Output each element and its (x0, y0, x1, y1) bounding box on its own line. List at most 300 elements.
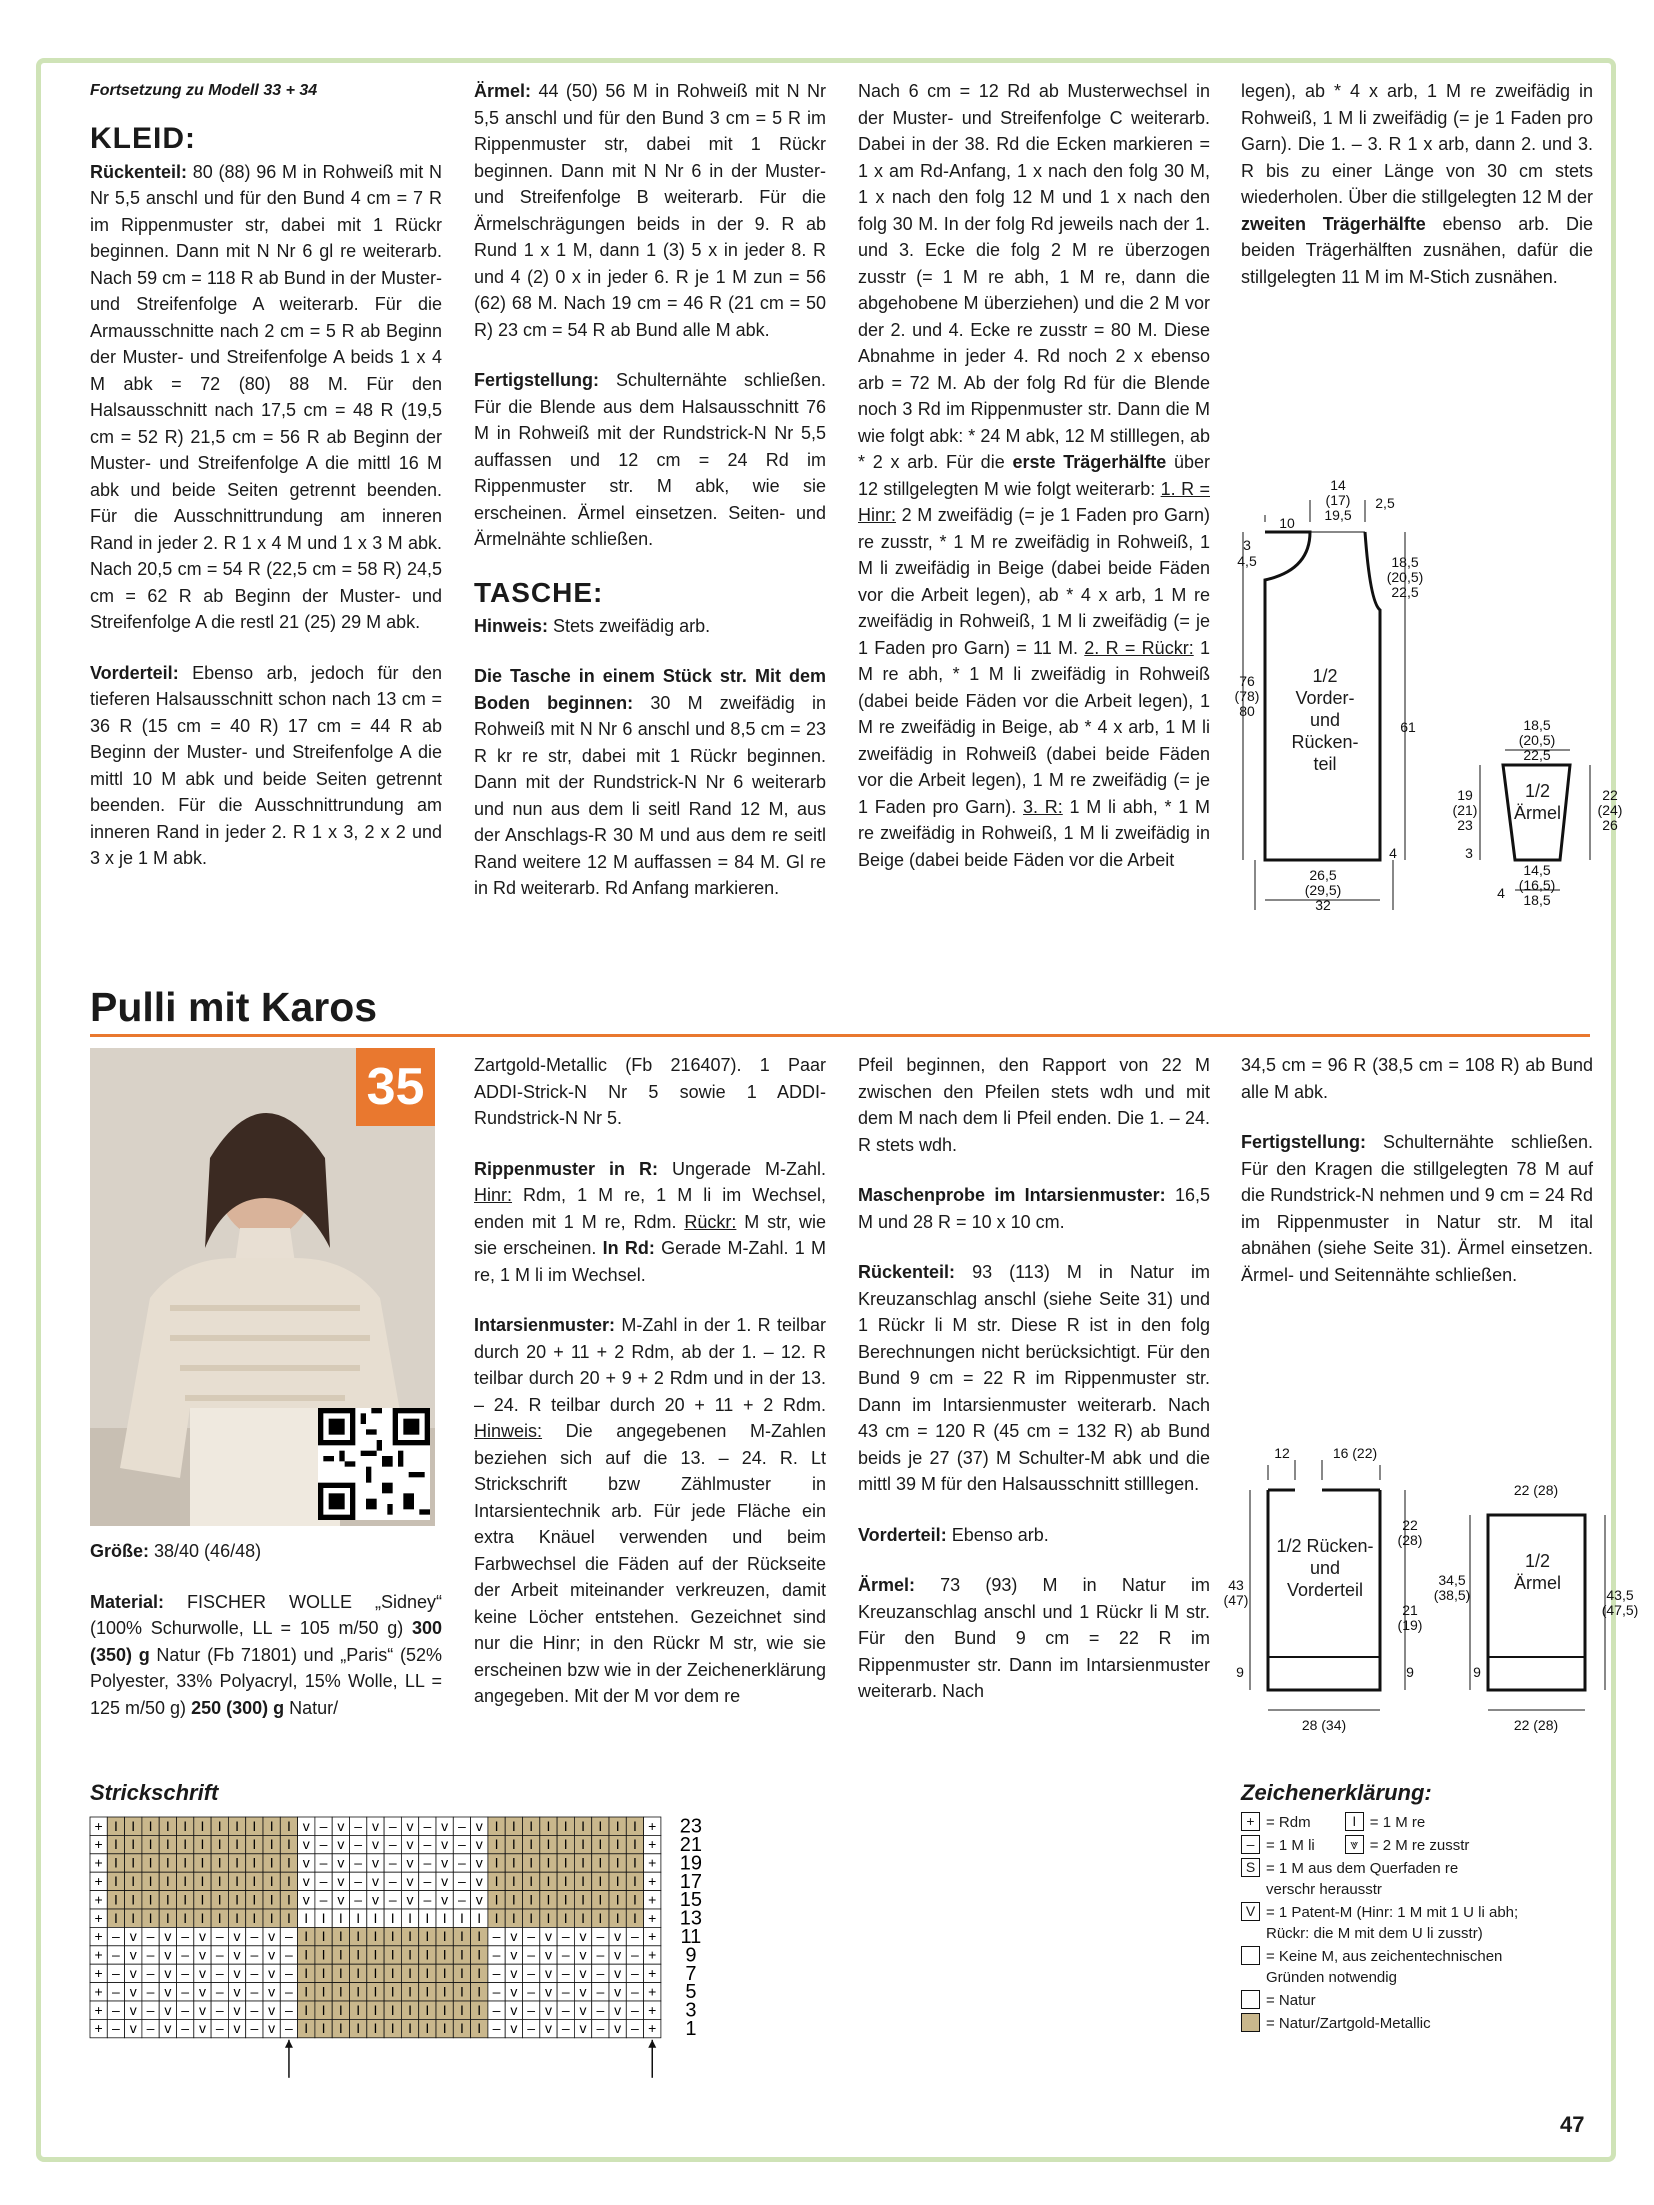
chart-symbol: v (475, 1836, 483, 1853)
chart-symbol: I (615, 1873, 620, 1889)
chart-symbol: – (561, 1928, 570, 1945)
chart-symbol: – (319, 1836, 328, 1853)
chart-symbol: – (250, 2020, 259, 2037)
chart-symbol: I (321, 1946, 326, 1963)
chart-symbol: v (164, 2001, 172, 2018)
chart-symbol: – (181, 1946, 190, 1963)
dim-14: 14 (1330, 477, 1346, 493)
legend-swatch-gold (1241, 2013, 1260, 2032)
chart-symbol: v (579, 1983, 587, 2000)
chart-symbol: + (648, 1946, 657, 1963)
chart-row-number: 23 (679, 1815, 703, 1838)
chart-symbol: – (250, 1983, 259, 2000)
chart-symbol: – (250, 1946, 259, 1963)
rippenmuster-paragraph: Rippenmuster in R: Ungerade M-Zahl. Hinr: Rdm, 1 M re, 1 M li im Wechsel, enden mit 1 M re, Rdm. Rückr: M str, wie sie erscheinen. In Rd: Gerade M-Zahl. 1 M re, 1 M li im Wechsel. (474, 1158, 826, 1285)
chart-symbol: I (633, 1854, 637, 1871)
chart-symbol: v (614, 2020, 622, 2037)
chart-symbol: I (425, 1928, 430, 1945)
svg-text:(47): (47) (1223, 1592, 1249, 1608)
chart-symbol: I (477, 1965, 482, 1981)
chart-symbol: v (579, 2001, 587, 2018)
chart-symbol: I (217, 1854, 222, 1871)
chart-symbol: – (458, 1854, 466, 1871)
chart-symbol: – (215, 2001, 224, 2018)
chart-symbol: I (598, 1854, 603, 1871)
chart-symbol: v (475, 1891, 483, 1908)
chart-symbol: v (129, 2020, 137, 2037)
svg-text:26: 26 (1602, 817, 1618, 833)
chart-symbol: v (371, 1836, 379, 1853)
chart-symbol: v (441, 1817, 449, 1834)
chart-symbol: I (321, 1983, 326, 2000)
chart-symbol: v (302, 1836, 310, 1853)
chart-symbol: I (408, 1946, 412, 1963)
traeger-paragraph: legen), ab * 4 x arb, 1 M re zweifädig in Rohweiß, 1 M li zweifädig (= je 1 Faden pro Garn). Die 1. – 3. R 1 x arb, dann 2. und 3. R bis zu einer Länge von 30 cm stets wiederholen. Über die stillgelegten 12 M der zweiten Trägerhälfte ebenso arb. Die beiden Trägerhälften zusnähen, dafür die stillgelegten 11 M im M-Stich zusnähen. (1241, 81, 1593, 287)
svg-text:(28): (28) (1397, 1532, 1423, 1548)
chart-symbol: – (181, 2001, 190, 2018)
chart-symbol: I (494, 1909, 499, 1926)
chart-symbol: + (94, 1965, 103, 1981)
svg-text:4,5: 4,5 (1237, 553, 1257, 569)
chart-symbol: I (581, 1817, 585, 1834)
chart-arrow-head (648, 2040, 656, 2048)
chart-symbol: I (546, 1854, 551, 1871)
chart-symbol: – (492, 1965, 501, 1981)
chart-symbol: I (304, 2001, 309, 2018)
chart-symbol: I (390, 1965, 395, 1981)
chart-symbol: I (408, 2020, 412, 2037)
pulli-schematic (1220, 1440, 1640, 1740)
model-title: Pulli mit Karos (90, 984, 378, 1030)
chart-symbol: v (371, 1891, 379, 1908)
chart-symbol: – (354, 1873, 363, 1889)
chart-symbol: v (614, 1928, 622, 1945)
legend-item-li: – = 1 M li (1241, 1835, 1315, 1856)
chart-symbol: I (235, 1854, 239, 1871)
chart-symbol: I (356, 1928, 361, 1945)
chart-symbol: – (146, 1928, 155, 1945)
chart-symbol: I (165, 1854, 170, 1871)
chart-symbol: I (356, 1909, 361, 1926)
dim-26-5: 26,5 (1309, 867, 1337, 883)
chart-symbol: v (233, 1983, 241, 2000)
chart-symbol: + (94, 1854, 103, 1871)
chart-symbol: I (408, 1928, 412, 1945)
chart-symbol: I (114, 1891, 118, 1908)
chart-symbol: v (441, 1836, 449, 1853)
legend-item-keine: = Keine M, aus zeichentechnischen Gründen notwendig (1241, 1946, 1556, 1988)
svg-text:18,5: 18,5 (1523, 892, 1551, 908)
chart-symbol: v (510, 1983, 518, 2000)
chart-symbol: v (371, 1854, 379, 1871)
material-paragraph: Material: FISCHER WOLLE „Sidney“ (100% Schurwolle, LL = 105 m/50 g) 300 (350) g Natur (Fb 71801) und „Paris“ (52% Polyester, 33% Polyacryl, 15% Wolle, LL = 125 m/50 g) 250 (300) g Natur/ (90, 1591, 442, 1718)
chart-symbol: – (215, 1946, 224, 1963)
chart-symbol: I (460, 2001, 464, 2018)
chart-symbol: I (252, 1854, 257, 1871)
chart-symbol: I (477, 2001, 482, 2018)
chart-symbol: I (460, 1946, 464, 1963)
chart-symbol: v (337, 1891, 345, 1908)
chart-symbol: – (458, 1817, 466, 1834)
chart-symbol: v (233, 1965, 241, 1981)
chart-symbol: – (492, 2001, 501, 2018)
chart-symbol: – (423, 1873, 432, 1889)
chart-symbol: – (596, 1946, 605, 1963)
svg-text:32: 32 (1315, 897, 1331, 913)
chart-symbol: I (615, 1909, 620, 1926)
chart-symbol: I (442, 2020, 447, 2037)
chart-symbol: I (598, 1836, 603, 1853)
chart-symbol: – (319, 1817, 328, 1834)
chart-symbol: – (112, 1928, 120, 1945)
top-column-2 (474, 78, 826, 926)
pulli-sleeve-label: 1/2 Ärmel (1513, 1551, 1561, 1593)
legend-symbol-edge: + (1241, 1812, 1260, 1831)
chart-symbol: I (581, 1891, 585, 1908)
chart-symbol: I (338, 2001, 343, 2018)
legend-symbol-knit: I (1345, 1812, 1364, 1831)
chart-symbol: v (544, 2020, 552, 2037)
chart-symbol: I (148, 1817, 153, 1834)
chart-symbol: I (131, 1836, 136, 1853)
svg-text:23: 23 (1457, 817, 1473, 833)
chart-symbol: I (304, 1983, 309, 2000)
svg-text:(19): (19) (1397, 1617, 1423, 1633)
chart-symbol: I (356, 1965, 361, 1981)
chart-symbol: I (408, 1983, 412, 2000)
chart-symbol: – (458, 1873, 466, 1889)
chart-symbol: I (511, 1909, 516, 1926)
chart-symbol: I (165, 1836, 170, 1853)
chart-symbol: I (633, 1873, 637, 1889)
rueckenteil-paragraph: Rückenteil: 80 (88) 96 M in Rohweiß mit N Nr 5,5 anschl und für den Bund 4 cm = 7 R im Rippenmuster str, dabei mit 1 Rückr beginnen. Dann mit N Nr 6 gl re weiterarb. Nach 59 cm = 118 R ab Bund in der Muster- und Streifenfolge A weiterarb. Für die Armausschnitte nach 2 cm = 5 R ab Beginn der Muster- und Streifenfolge A beids 1 x 4 M abk = 72 (80) 88 M. Für den Halsausschnitt nach 17,5 cm = 48 R (19,5 cm = 52 R) 21,5 cm = 56 R ab Beginn der Muster- und Streifenfolge A die mittl 16 M abk und beide Seiten getrennt beenden. Für die Ausschnittrundung am inneren Rand in jeder 2. R 1 x 4 M und 1 x 3 M abk. Nach 20,5 cm = 54 R (22,5 cm = 58 R) 24,5 cm = 62 R ab Beginn der Muster- und Streifenfolge A die restl 21 (25) 29 M abk. (90, 161, 442, 632)
dim-4-sleeve: 4 (1497, 885, 1505, 901)
chart-symbol: v (475, 1854, 483, 1871)
chart-symbol: – (561, 2020, 570, 2037)
chart-symbol: – (527, 1965, 536, 1981)
chart-symbol: I (269, 1873, 274, 1889)
legend-item-querfaden: S = 1 M aus dem Querfaden re verschr herausstr (1241, 1858, 1556, 1900)
chart-symbol: – (112, 1965, 120, 1981)
legend-item-patent: V = 1 Patent-M (Hinr: 1 M mit 1 U li abh; Rückr: die M mit dem U li zusstr) (1241, 1902, 1556, 1944)
chart-symbol: I (183, 1817, 188, 1834)
chart-symbol: v (544, 1983, 552, 2000)
chart-symbol: I (131, 1891, 136, 1908)
strickschrift-heading: Strickschrift (90, 1780, 219, 1805)
chart-symbol: I (477, 1909, 482, 1926)
chart-symbol: I (217, 1873, 222, 1889)
chart-symbol: I (373, 2020, 378, 2037)
aermel-paragraph: Ärmel: 44 (50) 56 M in Rohweiß mit N Nr 5,5 anschl und für den Bund 3 cm = 5 R im Rippenmuster str, dabei mit 1 Rückr beginnen. Dann mit N Nr 6 in der Muster- und Streifenfolge B weiterarb. Für die Ärmelschrägungen beids in der 9. R ab Rund 1 x 1 M, dann 1 (3) 5 x in jeder 8. R und 4 (2) 0 x in jeder 6. R je 1 M zun = 56 (62) 68 M. Nach 19 cm = 46 R (21 cm = 50 R) 23 cm = 54 R ab Bund alle M abk. (474, 81, 826, 340)
chart-symbol: – (112, 1946, 120, 1963)
chart-symbol: – (250, 2001, 259, 2018)
chart-symbol: I (252, 1909, 257, 1926)
chart-symbol: v (614, 1946, 622, 1963)
chart-symbol: I (114, 1854, 118, 1871)
chart-symbol: I (304, 1965, 309, 1981)
chart-symbol: I (252, 1817, 257, 1834)
chart-symbol: – (181, 1983, 190, 2000)
chart-symbol: – (146, 1946, 155, 1963)
chart-symbol: – (561, 1946, 570, 1963)
svg-text:(24): (24) (1597, 802, 1623, 818)
chart-symbol: v (579, 1946, 587, 1963)
model-number-badge: 35 (356, 1048, 435, 1126)
chart-symbol: I (321, 1909, 326, 1926)
chart-symbol: v (198, 1983, 206, 2000)
dim-28-34: 28 (34) (1301, 1717, 1347, 1733)
top-column-3 (858, 78, 1210, 897)
chart-symbol: v (268, 1946, 276, 1963)
chart-symbol: v (579, 1928, 587, 1945)
chart-symbol: + (648, 1873, 657, 1889)
chart-symbol: I (217, 1817, 222, 1834)
fertigstellung-pulli-paragraph: Fertigstellung: Schulternähte schließen. Für den Kragen die stillgelegten 78 M auf die Rundstrick-N nehmen und 9 cm = 24 Rd im Rippenmuster in Natur str. M ital abnähen (siehe Seite 31). Ärmel einsetzen. Ärmel- und Seitennähte schließen. (1241, 1132, 1593, 1285)
chart-symbol: I (494, 1873, 499, 1889)
chart-symbol: I (373, 1909, 378, 1926)
chart-symbol: – (527, 2020, 536, 2037)
chart-symbol: I (321, 2001, 326, 2018)
chart-symbol: v (371, 1873, 379, 1889)
chart-symbol: – (596, 1983, 605, 2000)
chart-symbol: I (338, 1909, 343, 1926)
chart-symbol: I (581, 1854, 585, 1871)
svg-text:(78): (78) (1234, 688, 1260, 704)
chart-symbol: I (633, 1909, 637, 1926)
chart-symbol: I (390, 1909, 395, 1926)
chart-symbol: I (165, 1909, 170, 1926)
legend-symbol-patent: V (1241, 1902, 1260, 1921)
top-column-4 (1241, 78, 1593, 314)
chart-symbol: I (546, 1873, 551, 1889)
chart-symbol: – (215, 1965, 224, 1981)
top-column-1 (90, 78, 442, 896)
chart-symbol: I (563, 1891, 568, 1908)
chart-symbol: + (94, 1891, 103, 1908)
chart-symbol: I (581, 1836, 585, 1853)
chart-row-number: 19 (679, 1852, 703, 1875)
chart-symbol: v (129, 1965, 137, 1981)
dim-22-28: 22 (1402, 1517, 1418, 1533)
chart-symbol: I (546, 1909, 551, 1926)
chart-symbol: – (319, 1891, 328, 1908)
chart-symbol: I (114, 1817, 118, 1834)
chart-symbol: – (146, 2020, 155, 2037)
legend-symbol-k2tog: ⩔ (1345, 1835, 1364, 1854)
chart-symbol: I (425, 2001, 430, 2018)
chart-symbol: I (615, 1854, 620, 1871)
chart-symbol: I (165, 1873, 170, 1889)
chart-symbol: I (183, 1891, 188, 1908)
chart-symbol: – (458, 1836, 466, 1853)
chart-row-number: 1 (685, 2018, 697, 2041)
chart-symbol: v (164, 2020, 172, 2037)
chart-symbol: v (406, 1817, 414, 1834)
continuation-note: Fortsetzung zu Modell 33 + 34 (90, 82, 318, 99)
chart-symbol: I (633, 1817, 637, 1834)
dim-19: 19 (1457, 787, 1473, 803)
chart-symbol: – (388, 1854, 397, 1871)
chart-symbol: I (356, 2020, 361, 2037)
chart-row-number: 7 (685, 1962, 697, 1985)
chart-symbol: I (563, 1909, 568, 1926)
kleid-schematic (1225, 470, 1625, 920)
dim-9-sleeve: 9 (1473, 1664, 1481, 1680)
chart-symbol: I (287, 1817, 291, 1834)
chart-symbol: I (183, 1854, 188, 1871)
chart-symbol: I (529, 1873, 534, 1889)
rapport-paragraph: Pfeil beginnen, den Rapport von 22 M zwischen den Pfeilen stets wdh und mit dem M nach dem li Pfeil enden. Die 1. – 24. R stets wdh. (858, 1055, 1210, 1155)
chart-symbol: + (648, 2001, 657, 2018)
chart-symbol: I (460, 1983, 464, 2000)
maschenprobe-paragraph: Maschenprobe im Intarsienmuster: 16,5 M und 28 R = 10 x 10 cm. (858, 1185, 1210, 1232)
chart-symbol: I (114, 1909, 118, 1926)
fertigstellung-paragraph: Fertigstellung: Schulternähte schließen. Für die Blende aus dem Halsausschnitt 76 M in Rohweiß mit der Rundstrick-N Nr 5,5 auffassen und 12 cm = 24 Rd im Rippenmuster str. M abk, wie sie erscheinen. Ärmel einsetzen. Seiten- und Ärmelnähte schließen. (474, 370, 826, 549)
chart-symbol: I (252, 1836, 257, 1853)
chart-symbol: v (198, 1928, 206, 1945)
chart-symbol: I (390, 1928, 395, 1945)
chart-symbol: – (561, 1983, 570, 2000)
chart-symbol: – (631, 1965, 639, 1981)
chart-symbol: I (338, 1965, 343, 1981)
svg-text:19,5: 19,5 (1324, 507, 1352, 523)
title-rule (90, 1034, 1590, 1037)
chart-symbol: – (354, 1836, 363, 1853)
chart-symbol: v (164, 1965, 172, 1981)
chart-symbol: I (633, 1891, 637, 1908)
chart-symbol: I (615, 1817, 620, 1834)
legend-item-zusstr: ⩔ = 2 M re zusstr (1345, 1835, 1470, 1856)
chart-symbol: I (287, 1836, 291, 1853)
chart-symbol: I (287, 1909, 291, 1926)
legend-item-re: I = 1 M re (1345, 1812, 1470, 1833)
dim-22-28-sleeve-bottom: 22 (28) (1513, 1717, 1559, 1733)
chart-symbol: I (511, 1836, 516, 1853)
chart-symbol: I (563, 1873, 568, 1889)
chart-symbol: v (544, 1965, 552, 1981)
chart-symbol: I (235, 1817, 239, 1834)
chart-symbol: – (561, 1965, 570, 1981)
chart-symbol: I (511, 1873, 516, 1889)
chart-symbol: I (200, 1909, 205, 1926)
chart-symbol: I (529, 1836, 534, 1853)
chart-symbol: I (287, 1873, 291, 1889)
dim-18-5-sleeve: 18,5 (1523, 717, 1551, 733)
chart-symbol: I (390, 1946, 395, 1963)
chart-symbol: I (183, 1873, 188, 1889)
chart-symbol: v (406, 1873, 414, 1889)
dim-4: 4 (1389, 845, 1397, 861)
dim-43-5: 43,5 (1606, 1587, 1634, 1603)
svg-text:22,5: 22,5 (1391, 584, 1419, 600)
chart-symbol: v (441, 1854, 449, 1871)
vorderteil-pulli-paragraph: Vorderteil: Ebenso arb. (858, 1524, 1049, 1545)
chart-symbol: I (581, 1873, 585, 1889)
chart-symbol: v (441, 1891, 449, 1908)
chart-symbol: – (423, 1836, 432, 1853)
chart-symbol: v (129, 1928, 137, 1945)
chart-symbol: I (269, 1909, 274, 1926)
chart-symbol: – (112, 2020, 120, 2037)
dim-10: 10 (1279, 515, 1295, 531)
chart-symbol: I (131, 1817, 136, 1834)
chart-symbol: – (492, 1928, 501, 1945)
chart-symbol: + (94, 1909, 103, 1926)
chart-symbol: – (596, 1965, 605, 1981)
chart-symbol: I (356, 1946, 361, 1963)
chart-symbol: I (442, 1983, 447, 2000)
legend-item-gold: = Natur/Zartgold-Metallic (1241, 2013, 1556, 2034)
chart-symbol: v (268, 1983, 276, 2000)
chart-symbol: v (129, 1946, 137, 1963)
chart-symbol: I (477, 1928, 482, 1945)
svg-text:(17): (17) (1325, 492, 1351, 508)
chart-symbol: I (183, 1909, 188, 1926)
kleid-heading: KLEID: (90, 121, 196, 155)
legend (1241, 1812, 1556, 2036)
legend-symbol-purl: – (1241, 1835, 1260, 1854)
chart-symbol: I (269, 1891, 274, 1908)
chart-symbol: I (373, 1983, 378, 2000)
chart-symbol: – (215, 1983, 224, 2000)
chart-symbol: I (425, 1983, 430, 2000)
chart-symbol: I (425, 1909, 430, 1926)
bottom-column-4 (1241, 1052, 1593, 1312)
chart-symbol: I (235, 1909, 239, 1926)
dim-43: 43 (1228, 1577, 1244, 1593)
chart-symbol: I (546, 1891, 551, 1908)
svg-text:(16,5): (16,5) (1518, 877, 1556, 893)
chart-symbol: – (527, 1928, 536, 1945)
chart-symbol: I (598, 1873, 603, 1889)
chart-symbol: v (510, 2001, 518, 2018)
chart-symbol: – (631, 1928, 639, 1945)
dim-76: 76 (1239, 673, 1255, 689)
chart-symbol: – (146, 2001, 155, 2018)
chart-symbol: I (304, 1909, 309, 1926)
chart-symbol: I (598, 1909, 603, 1926)
chart-symbol: – (146, 1983, 155, 2000)
chart-symbol: I (114, 1836, 118, 1853)
chart-symbol: – (388, 1873, 397, 1889)
tasche-continued-paragraph: Nach 6 cm = 12 Rd ab Musterwechsel in der Muster- und Streifenfolge C weiterarb. Dabei in der 38. Rd die Ecken markieren = 1 x am Rd-Anfang, 1 x nach den folg 30 M, 1 x nach den folg 12 M und 1 x nach den folg 30 M. In der folg Rd jeweils nach der 1. und 3. Ecke die folg 2 M re überzogen zusstr (= 1 M re abh, 1 M re, dann die abgehobene M überziehen) und die 2 M vor der 2. und 4. Ecke re zusstr = 80 M. Diese Abnahme in jeder 4. Rd noch 2 x ebenso arb = 72 M. Ab der folg Rd für die Blende noch 3 Rd im Rippenmuster str. Dann die M wie folgt abk: * 24 M abk, 12 M stilllegen, ab * 2 x arb. Für die erste Trägerhälfte über 12 stillgelegten M wie folgt weiterarb: 1. R = Hinr: 2 M zweifädig (= je 1 Faden pro Garn) re zusstr, * 1 M re zweifädig in Rohweiß, 1 M li zweifädig in Beige (dabei beide Fäden vor die Arbeit legen), ab * 4 x arb, 1 M re zweifädig in Rohweiß, 1 M li zweifädig (= je 1 Faden pro Garn) = 11 M. 2. R = Rückr: 1 M re abh, * 1 M li zweifädig in Rohweiß (dabei beide Fäden vor die Arbeit legen), 1 M re zweifädig in Beige, ab * 4 x arb, 1 M li zweifädig in Rohweiß (dabei beide Fäden vor die Arbeit legen), 1 M re zweifädig (= je 1 Faden pro Garn). 3. R: 1 M li abh, * 1 M re zweifädig in Rohweiß, 1 M li zweifädig in Beige (dabei beide Fäden vor die Arbeit (858, 81, 1211, 870)
chart-symbol: v (302, 1854, 310, 1871)
chart-symbol: I (529, 1891, 534, 1908)
chart-symbol: I (390, 2020, 395, 2037)
vorderteil-paragraph: Vorderteil: Ebenso arb, jedoch für den tieferen Halsausschnitt schon nach 13 cm = 36 R (15 cm = 40 R) 17 cm = 44 R ab Beginn der Muster- und Streifenfolge A die mittl 10 M abk und beide Seiten getrennt beenden. Für die Ausschnittrundung am inneren Rand in jeder 2. R 1 x 3, 2 x 2 und 3 x je 1 M abk. (90, 662, 442, 868)
chart-symbol: I (529, 1909, 534, 1926)
chart-symbol: I (425, 2020, 430, 2037)
dim-9-right: 9 (1406, 1664, 1414, 1680)
qr-code[interactable] (318, 1408, 430, 1520)
chart-symbol: I (511, 1891, 516, 1908)
chart-symbol: I (338, 1983, 343, 2000)
dim-18-5: 18,5 (1391, 554, 1419, 570)
chart-symbol: I (546, 1817, 551, 1834)
chart-symbol: + (648, 1836, 657, 1853)
tasche-paragraph: Die Tasche in einem Stück str. Mit dem Boden beginnen: 30 M zweifädig in Rohweiß mit N Nr 6 anschl und 8,5 cm = 23 R kr re str, dabei mit 1 Rückr beginnen. Dann mit der Rundstrick-N Nr 6 weiterarb und nun aus dem li seitl Rand 12 M, aus der Anschlags-R 30 M und aus dem re seitl Rand weitere 12 M auffassen = 84 M. Gl re in Rd weiterarb. Rd Anfang markieren. (474, 666, 826, 898)
chart-symbol: v (510, 1946, 518, 1963)
chart-symbol: v (337, 1873, 345, 1889)
chart-symbol: I (235, 1836, 239, 1853)
chart-symbol: – (596, 1928, 605, 1945)
chart-symbol: – (492, 1946, 501, 1963)
chart-symbol: I (235, 1873, 239, 1889)
chart-symbol: v (579, 1965, 587, 1981)
chart-symbol: – (631, 1983, 639, 2000)
chart-symbol: I (408, 1965, 412, 1981)
chart-symbol: + (94, 1817, 103, 1834)
